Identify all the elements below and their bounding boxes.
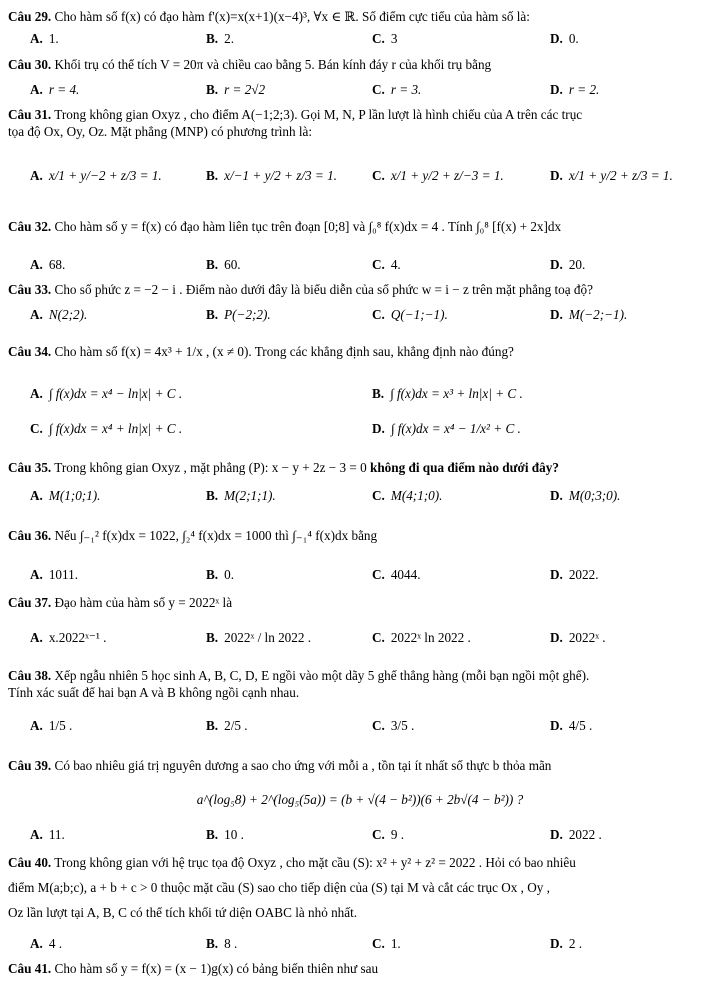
question-number: Câu 35. bbox=[8, 460, 52, 475]
question-text: Cho hàm số f(x) có đạo hàm f'(x)=x(x+1)(x−4)³, ∀x ∈ ℝ. Số điểm cực tiểu của hàm số là: bbox=[54, 9, 530, 24]
option-a[interactable]: A. x.2022ˣ⁻¹ . bbox=[30, 630, 107, 645]
option-c[interactable]: C. 3 bbox=[372, 31, 398, 46]
option-b[interactable]: B. 2. bbox=[206, 31, 234, 46]
option-b[interactable]: B. r = 2√2 bbox=[206, 82, 266, 97]
option-d[interactable]: D. 20. bbox=[550, 257, 586, 272]
question-text: Xếp ngẫu nhiên 5 học sinh A, B, C, D, E ngồi vào một dãy 5 ghế thẳng hàng (mỗi bạn ngồi một ghế). bbox=[54, 668, 590, 683]
options-29 bbox=[30, 31, 710, 49]
question-text: Cho số phức z = −2 − i . Điểm nào dưới đây là biểu diễn của số phức w = i − z trên mặt phẳng toạ độ? bbox=[54, 282, 593, 297]
option-b[interactable]: B. 10 . bbox=[206, 827, 244, 842]
question-number: Câu 40. bbox=[8, 855, 52, 870]
question-number: Câu 34. bbox=[8, 344, 52, 359]
option-c[interactable]: C. 9 . bbox=[372, 827, 405, 842]
option-a[interactable]: A. M(1;0;1). bbox=[30, 488, 101, 503]
options-31 bbox=[30, 168, 710, 186]
question-number: Câu 39. bbox=[8, 758, 52, 773]
question-text: Trong không gian Oxyz , mặt phẳng (P): x − y + 2z − 3 = 0 bbox=[54, 460, 367, 475]
option-a[interactable]: A. x/1 + y/−2 + z/3 = 1. bbox=[30, 168, 162, 183]
option-d[interactable]: D. 2022ˣ . bbox=[550, 630, 606, 645]
question-number: Câu 33. bbox=[8, 282, 52, 297]
options-37 bbox=[30, 630, 710, 648]
question-text: Cho hàm số y = f(x) = (x − 1)g(x) có bảng biến thiên như sau bbox=[54, 961, 379, 976]
option-c[interactable]: C. 4044. bbox=[372, 567, 421, 582]
option-d[interactable]: D. x/1 + y/2 + z/3 = 1. bbox=[550, 168, 673, 183]
option-d[interactable]: D. M(0;3;0). bbox=[550, 488, 621, 503]
option-a[interactable]: A. 1011. bbox=[30, 567, 79, 582]
question-text-cont: Tính xác suất để hai bạn A và B không ngồi cạnh nhau. bbox=[8, 685, 300, 700]
question-text-cont: điểm M(a;b;c), a + b + c > 0 thuộc mặt cầu (S) sao cho tiếp diện của (S) tại M và cắt các trục Ox , Oy , bbox=[8, 880, 550, 895]
question-text-cont: tọa độ Ox, Oy, Oz. Mặt phẳng (MNP) có phương trình là: bbox=[8, 124, 313, 139]
question-41 bbox=[8, 960, 708, 977]
question-number: Câu 32. bbox=[8, 219, 52, 234]
question-number: Câu 38. bbox=[8, 668, 52, 683]
option-c[interactable]: C. 2022ˣ ln 2022 . bbox=[372, 630, 471, 645]
option-c[interactable]: C. r = 3. bbox=[372, 82, 422, 97]
option-c[interactable]: C. 1. bbox=[372, 936, 401, 951]
question-text: Trong không gian Oxyz , cho điểm A(−1;2;3). Gọi M, N, P lần lượt là hình chiếu của A trên các trục bbox=[54, 107, 583, 122]
option-a[interactable]: A. ∫ f(x)dx = x⁴ − ln|x| + C . bbox=[30, 386, 183, 401]
question-37 bbox=[8, 594, 708, 611]
question-number: Câu 29. bbox=[8, 9, 52, 24]
option-b[interactable]: B. 2022ˣ / ln 2022 . bbox=[206, 630, 312, 645]
question-32 bbox=[8, 218, 708, 235]
option-d[interactable]: D. 2022. bbox=[550, 567, 599, 582]
option-a[interactable]: A. 68. bbox=[30, 257, 66, 272]
option-d[interactable]: D. 0. bbox=[550, 31, 579, 46]
question-35 bbox=[8, 459, 708, 476]
question-33 bbox=[8, 281, 708, 298]
option-d[interactable]: D. M(−2;−1). bbox=[550, 307, 628, 322]
options-32 bbox=[30, 257, 710, 275]
question-39 bbox=[8, 757, 708, 774]
question-text: Đạo hàm của hàm số y = 2022ˣ là bbox=[54, 595, 233, 610]
option-b[interactable]: B. 60. bbox=[206, 257, 241, 272]
question-number: Câu 36. bbox=[8, 528, 52, 543]
question-40 bbox=[8, 850, 708, 925]
option-c[interactable]: C. ∫ f(x)dx = x⁴ + ln|x| + C . bbox=[30, 421, 183, 436]
question-text: Cho hàm số y = f(x) có đạo hàm liên tục trên đoạn [0;8] và ∫₀⁸ f(x)dx = 4 . Tính ∫₀⁸ [f(x) + 2x]dx bbox=[54, 219, 562, 234]
option-d[interactable]: D. r = 2. bbox=[550, 82, 600, 97]
question-30 bbox=[8, 56, 708, 73]
question-text: Cho hàm số f(x) = 4x³ + 1/x , (x ≠ 0). Trong các khẳng định sau, khẳng định nào đúng? bbox=[54, 344, 514, 359]
question-29 bbox=[8, 8, 708, 25]
options-34-row1 bbox=[30, 386, 710, 404]
option-b[interactable]: B. ∫ f(x)dx = x³ + ln|x| + C . bbox=[372, 386, 523, 401]
options-40 bbox=[30, 936, 710, 954]
question-31 bbox=[8, 106, 708, 140]
question-text: Có bao nhiêu giá trị nguyên dương a sao cho ứng với mỗi a , tồn tại ít nhất số thực b thỏa mãn bbox=[54, 758, 552, 773]
option-a[interactable]: A. 11. bbox=[30, 827, 65, 842]
question-number: Câu 41. bbox=[8, 961, 52, 976]
question-text: Nếu ∫₋₁² f(x)dx = 1022, ∫₂⁴ f(x)dx = 1000 thì ∫₋₁⁴ f(x)dx bằng bbox=[54, 528, 378, 543]
options-33 bbox=[30, 307, 710, 325]
option-b[interactable]: B. x/−1 + y/2 + z/3 = 1. bbox=[206, 168, 337, 183]
option-b[interactable]: B. 8 . bbox=[206, 936, 238, 951]
question-36 bbox=[8, 527, 708, 544]
question-text-cont2: Oz lần lượt tại A, B, C có thể tích khối tứ diện OABC là nhỏ nhất. bbox=[8, 905, 358, 920]
option-d[interactable]: D. ∫ f(x)dx = x⁴ − 1/x² + C . bbox=[372, 421, 521, 436]
option-a[interactable]: A. r = 4. bbox=[30, 82, 80, 97]
option-a[interactable]: A. N(2;2). bbox=[30, 307, 88, 322]
question-38 bbox=[8, 667, 708, 701]
option-c[interactable]: C. Q(−1;−1). bbox=[372, 307, 448, 322]
options-36 bbox=[30, 567, 710, 585]
option-a[interactable]: A. 4 . bbox=[30, 936, 63, 951]
question-number: Câu 31. bbox=[8, 107, 52, 122]
option-b[interactable]: B. 2/5 . bbox=[206, 718, 248, 733]
options-30 bbox=[30, 82, 710, 100]
options-38 bbox=[30, 718, 710, 736]
option-a[interactable]: A. 1/5 . bbox=[30, 718, 73, 733]
option-d[interactable]: D. 2022 . bbox=[550, 827, 602, 842]
option-b[interactable]: B. P(−2;2). bbox=[206, 307, 271, 322]
question-emphasis: không đi qua điểm nào dưới đây? bbox=[366, 460, 559, 475]
option-c[interactable]: C. x/1 + y/2 + z/−3 = 1. bbox=[372, 168, 504, 183]
option-d[interactable]: D. 2 . bbox=[550, 936, 583, 951]
option-c[interactable]: C. 3/5 . bbox=[372, 718, 415, 733]
question-text: Khối trụ có thể tích V = 20π và chiều cao bằng 5. Bán kính đáy r của khối trụ bằng bbox=[54, 57, 492, 72]
question-text: Trong không gian với hệ trục tọa độ Oxyz , cho mặt cầu (S): x² + y² + z² = 2022 . Hỏi có bao nhiêu bbox=[54, 855, 576, 870]
option-b[interactable]: B. M(2;1;1). bbox=[206, 488, 276, 503]
option-d[interactable]: D. 4/5 . bbox=[550, 718, 593, 733]
options-35 bbox=[30, 488, 710, 506]
option-a[interactable]: A. 1. bbox=[30, 31, 59, 46]
question-39-equation: a^(log₅8) + 2^(log₅(5a)) = (b + √(4 − b²))(6 + 2b√(4 − b²)) ? bbox=[196, 792, 524, 807]
question-34 bbox=[8, 343, 708, 360]
option-c[interactable]: C. 4. bbox=[372, 257, 401, 272]
question-number: Câu 37. bbox=[8, 595, 52, 610]
option-b[interactable]: B. 0. bbox=[206, 567, 234, 582]
question-number: Câu 30. bbox=[8, 57, 52, 72]
options-39 bbox=[30, 827, 710, 845]
option-c[interactable]: C. M(4;1;0). bbox=[372, 488, 443, 503]
options-34-row2 bbox=[30, 421, 710, 439]
